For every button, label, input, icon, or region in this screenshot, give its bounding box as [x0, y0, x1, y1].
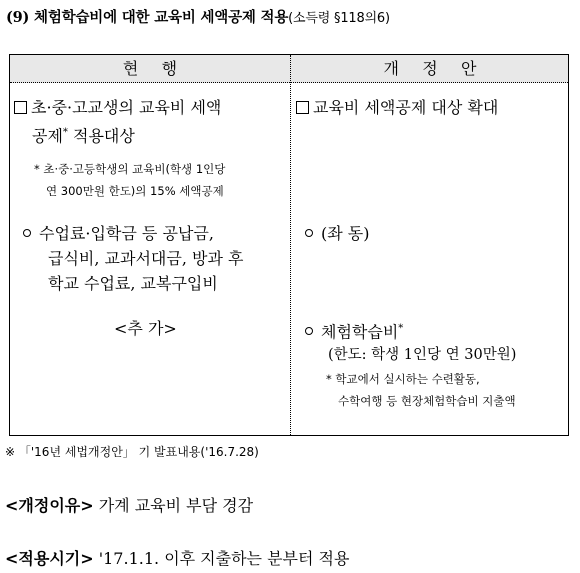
section-title — [6, 6, 390, 27]
current-item-2-line-1: 수업료·입학금 등 공납금, — [23, 222, 214, 246]
circle-bullet-icon — [23, 229, 31, 237]
reason-text: 가계 교육비 부담 경감 — [93, 496, 254, 515]
proposed-item-3: 체험학습비* — [305, 317, 403, 344]
proposed-item-2: (좌 동) — [305, 222, 369, 246]
checkbox-square-icon — [14, 101, 27, 114]
circle-bullet-icon — [305, 327, 313, 335]
reason-label: <개정이유> — [5, 496, 94, 515]
effective-text: '17.1.1. 이후 지출하는 분부터 적용 — [93, 549, 350, 568]
proposed-note-line-2: 수학여행 등 현장체험학습비 지출액 — [338, 394, 516, 408]
proposed-item-3-detail: (한도: 학생 1인당 연 30만원) — [328, 347, 517, 363]
reason-line — [5, 493, 253, 516]
column-divider — [290, 55, 291, 435]
footnote-mark: * — [62, 127, 68, 138]
current-item-1-line-1: 초·중·고교생의 교육비 세액 — [14, 96, 221, 120]
current-item-2-line-2: 급식비, 교과서대금, 방과 후 — [48, 249, 244, 268]
checkbox-square-icon — [296, 101, 309, 114]
effective-label: <적용시기> — [5, 549, 94, 568]
section-title-text: (9) 체험학습비에 대한 교육비 세액공제 적용 — [6, 9, 289, 26]
proposed-item-1: 교육비 세액공제 대상 확대 — [296, 96, 498, 120]
current-item-1-line-2: 공제* 적용대상 — [32, 126, 135, 146]
current-item-2-line-3: 학교 수업료, 교복구입비 — [48, 274, 218, 293]
current-note-line-1: * 초·중·고등학생의 교육비(학생 1인당 — [34, 162, 226, 176]
current-added-placeholder: <추 가> — [114, 319, 177, 338]
header-proposed: 개 정 안 — [383, 59, 477, 78]
section-reference: (소득령 §118의6) — [288, 11, 390, 26]
circle-bullet-icon — [305, 229, 313, 237]
proposed-note-line-1: * 학교에서 실시하는 수련활동, — [326, 372, 480, 386]
effective-line — [5, 546, 349, 569]
footnote-mark: * — [398, 323, 404, 334]
footnote: ※ 「'16년 세법개정안」 기 발표내용('16.7.28) — [5, 445, 259, 459]
comparison-table — [9, 54, 569, 436]
current-note-line-2: 연 300만원 한도)의 15% 세액공제 — [46, 184, 224, 198]
header-current: 현 행 — [122, 59, 178, 78]
